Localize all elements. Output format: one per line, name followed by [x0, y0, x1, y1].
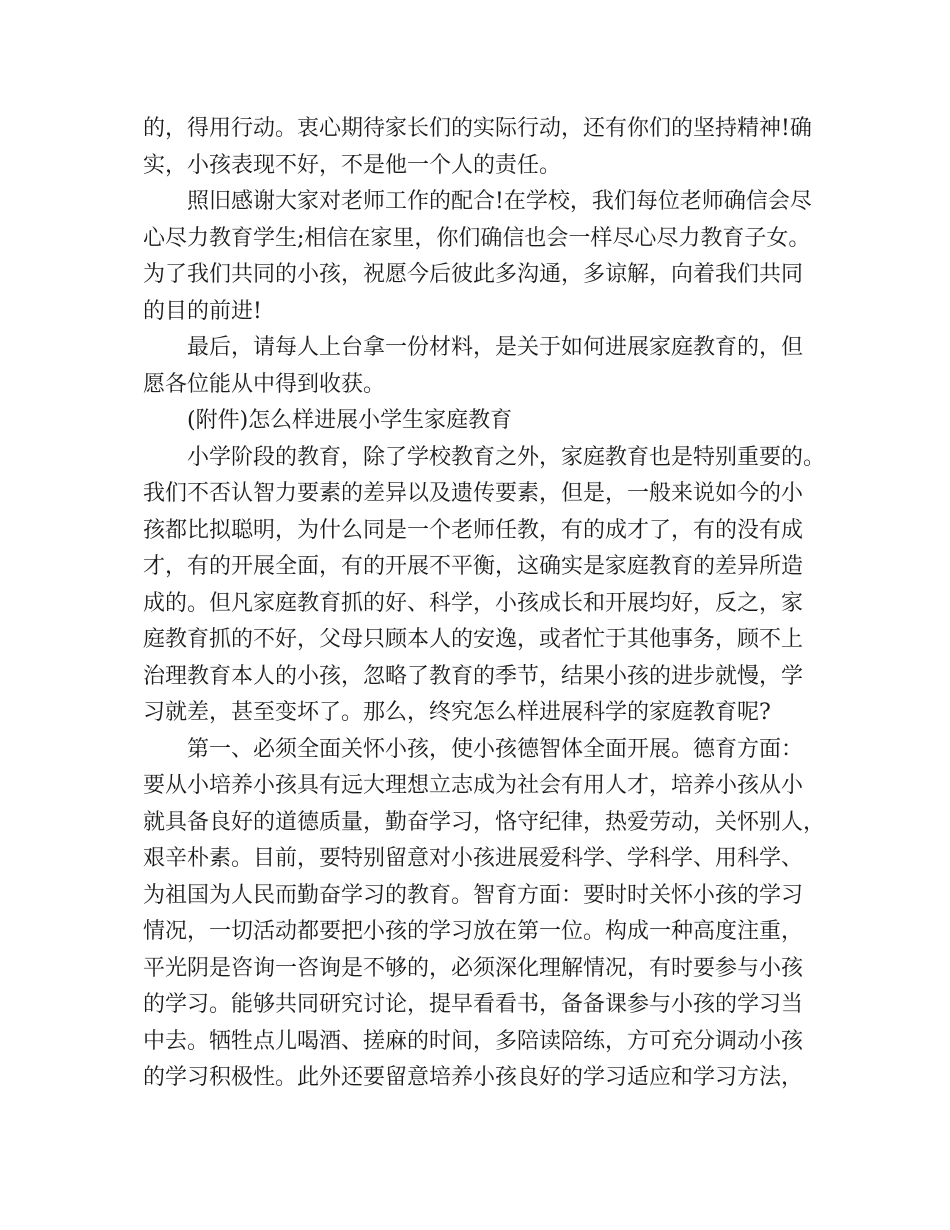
text-line: 艰辛朴素。目前，要特别留意对小孩进展爱科学、学科学、用科学、 [143, 846, 804, 871]
document-body [143, 111, 833, 1097]
text-line: 为祖国为人民而勤奋学习的教育。智育方面：要时时关怀小孩的学习 [143, 882, 804, 908]
text-line: 治理教育本人的小孩，忽略了教育的季节，结果小孩的进步就慢，学 [143, 663, 804, 689]
text-line: 孩都比拟聪明，为什么同是一个老师任教，有的成才了，有的没有成 [143, 517, 804, 543]
text-line: 习就差，甚至变坏了。那么，终究怎么样进展科学的家庭教育呢? [143, 700, 771, 725]
text-line: 庭教育抓的不好，父母只顾本人的安逸，或者忙于其他事务，顾不上 [143, 627, 804, 652]
text-line: (附件)怎么样进展小学生家庭教育 [187, 408, 513, 433]
text-line: 的学习积极性。此外还要留意培养小孩良好的学习适应和学习方法， [143, 1065, 804, 1090]
text-line: 的学习。能够共同研究讨论，提早看看书，备备课参与小孩的学习当 [143, 992, 804, 1017]
text-line: 要从小培养小孩具有远大理想立志成为社会有用人才，培养小孩从小 [143, 773, 804, 798]
text-line: 就具备良好的道德质量，勤奋学习，恪守纪律，热爱劳动，关怀别人， [143, 809, 826, 835]
text-line: 的目的前进! [143, 298, 262, 324]
text-line: 情况，一切活动都要把小孩的学习放在第一位。构成一种高度注重， [143, 919, 804, 944]
text-line: 才，有的开展全面，有的开展不平衡，这确实是家庭教育的差异所造 [143, 554, 804, 579]
text-line: 成的。但凡家庭教育抓的好、科学，小孩成长和开展均好，反之，家 [143, 590, 804, 616]
text-line: 中去。牺牲点儿喝酒、搓麻的时间，多陪读陪练，方可充分调动小孩 [143, 1028, 804, 1054]
text-line: 小学阶段的教育，除了学校教育之外，家庭教育也是特别重要的。 [187, 444, 826, 470]
text-line: 愿各位能从中得到收获。 [143, 371, 386, 397]
text-line: 平光阴是咨询一咨询是不够的，必须深化理解情况，有时要参与小孩 [143, 955, 804, 981]
text-line: 心尽力教育学生;相信在家里，你们确信也会一样尽心尽力教育子女。 [143, 225, 811, 251]
text-line: 照旧感谢大家对老师工作的配合!在学校，我们每位老师确信会尽 [187, 189, 812, 214]
text-line: 为了我们共同的小孩，祝愿今后彼此多沟通，多谅解，向着我们共同 [143, 262, 804, 287]
text-line: 实，小孩表现不好，不是他一个人的责任。 [143, 152, 562, 178]
text-line: 我们不否认智力要素的差异以及遗传要素，但是，一般来说如今的小 [143, 481, 804, 506]
text-line: 第一、必须全面关怀小孩，使小孩德智体全面开展。德育方面： [187, 736, 804, 762]
text-line: 最后，请每人上台拿一份材料，是关于如何进展家庭教育的，但 [187, 335, 804, 360]
text-line: 的，得用行动。衷心期待家长们的实际行动，还有你们的坚持精神!确 [143, 116, 812, 141]
